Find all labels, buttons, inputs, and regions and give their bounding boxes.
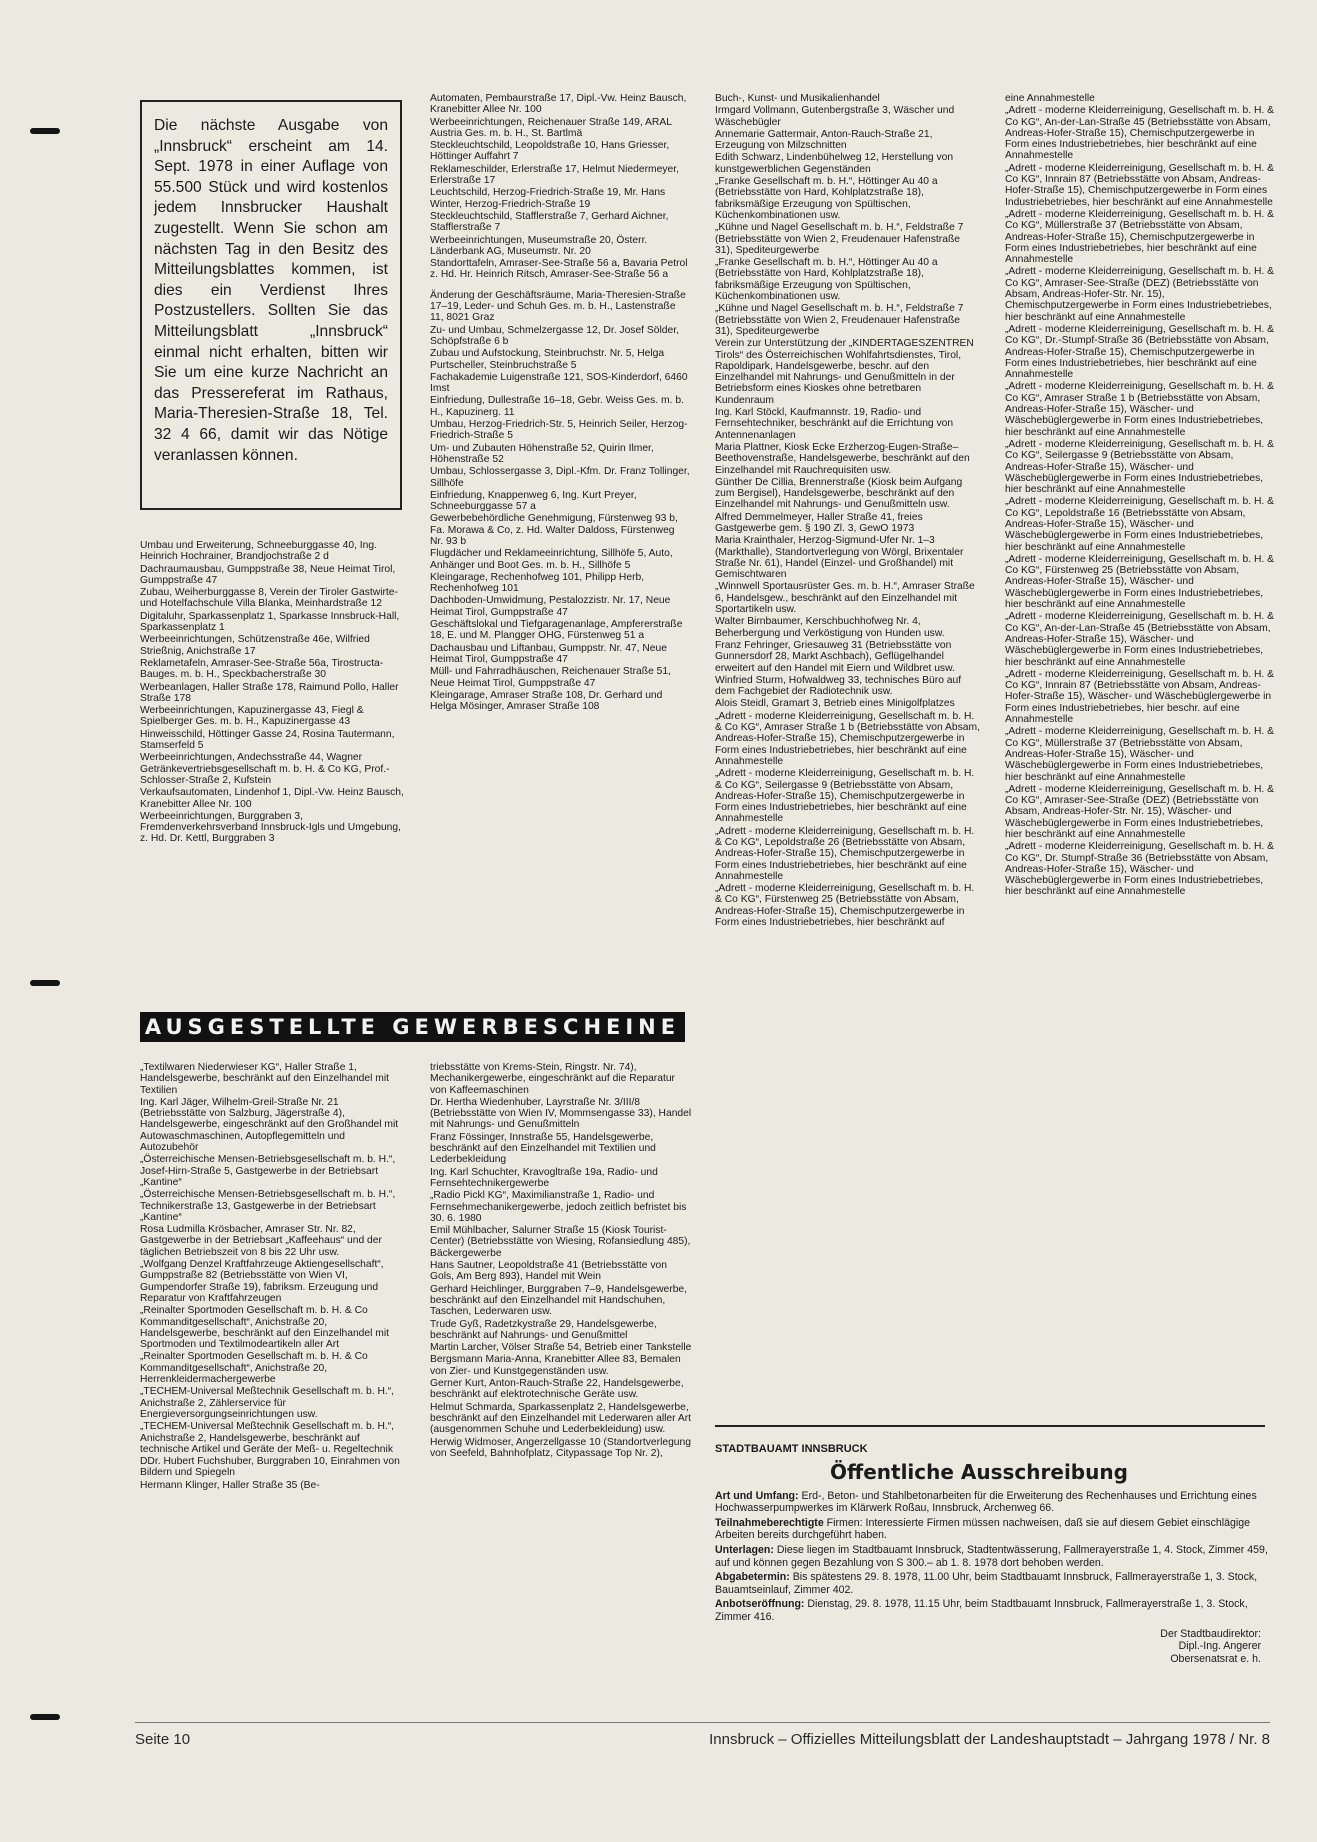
list-item: „Franke Gesellschaft m. b. H.“, Höttinger Au 40 a (Betriebsstätte von Hard, Kohlplatzstraße 18), fabriksmäßige Erzeugung von Spültischen, Küchenkombinationen usw. (715, 257, 938, 303)
tender-opening (715, 1598, 1275, 1623)
list-item: Einfriedung, Dullestraße 16–18, Gebr. Weiss Ges. m. b. H., Kapuzinerg. 11 (430, 395, 684, 418)
list-item: Verkaufsautomaten, Lindenhof 1, Dipl.-Vw. Heinz Bausch, Kranebitter Allee Nr. 100 (140, 787, 404, 810)
list-item: „Österreichische Mensen-Betriebsgesellschaft m. b. H.“, Technikerstraße 13, Gastgewerbe in der Betriebsart „Kantine“ (140, 1189, 396, 1223)
list-item: Rosa Ludmilla Krösbacher, Amraser Str. Nr. 82, Gastgewerbe in der Betriebsart „Kaffeehaus“ und der täglichen Betriebszeit von 8 bis 22 Uhr usw. (140, 1224, 382, 1258)
signature-line: Obersenatsrat e. h. (1170, 1652, 1261, 1665)
list-item: Zubau, Weiherburggasse 8, Verein der Tiroler Gastwirte- und Hotelfachschule Villa Blanka, Meinhardstraße 12 (140, 587, 398, 610)
list-item: „Adrett - moderne Kleiderreinigung, Gesellschaft m. b. H. & Co KG“, Innrain 87 (Betriebsstätte von Absam, Andreas-Hofer-Straße 15), Chemischputzergewerbe in Form eines Industriebetriebes, hier beschränkt auf eine Annahmestelle (1005, 162, 1274, 208)
list-item: Walter Birnbaumer, Kerschbuchhofweg Nr. 4, Beherbergung und Verköstigung von Hunden usw. (715, 616, 945, 639)
list-item: Umbau, Schlossergasse 3, Dipl.-Kfm. Dr. Franz Tollinger, Sillhöfe (430, 466, 690, 489)
list-item: „Adrett - moderne Kleiderreinigung, Gesellschaft m. b. H. & Co KG“, Müllerstraße 37 (Betriebsstätte von Absam, Andreas-Hofer-Straße 15), Chemischputzergewerbe in Form eines Industriebetriebes, hier beschränkt auf eine Annahmestelle (1005, 208, 1274, 266)
list-item: „Textilwaren Niederwieser KG“, Haller Straße 1, Handelsgewerbe, beschränkt auf den Einzelhandel mit Textilien (140, 1062, 389, 1096)
list-item: Reklameschilder, Erlerstraße 17, Helmut Niedermeyer, Erlerstraße 17 (430, 163, 679, 187)
list-item: „Winnwell Sportausrüster Ges. m. b. H.“, Amraser Straße 6, Handelsgew., beschränkt auf den Einzelhandel mit Sportartikeln usw. (715, 581, 975, 616)
spacer (430, 282, 690, 290)
list-item: Maria Krainthaler, Herzog-Sigmund-Ufer Nr. 1–3 (Markthalle), Standortverlegung von Wörgl, Brixentaler Straße Nr. 61), Handel (Einzel- und Großhandel) mit Gemischtwaren (715, 535, 964, 581)
list-item: „Adrett - moderne Kleiderreinigung, Gesellschaft m. b. H. & Co KG“, Innrain 87 (Betriebsstätte von Absam, Andreas-Hofer-Straße 15), Wäscher- und Wäschebüglergewerbe in Form eines Industriebetriebes, hier beschr. auf eine Annahmestelle (1005, 668, 1274, 726)
list-item: „Adrett - moderne Kleiderreinigung, Gesellschaft m. b. H. & Co KG“, Amraser-See-Straße (DEZ) (Betriebsstätte von Absam, Andreas-Hofer-Str. Nr. 15), Chemischputzergewerbe in Form eines Industriebetriebes, hier beschränkt auf eine Annahmestelle (1005, 266, 1274, 323)
list-item: „Radio Pickl KG“, Maximilianstraße 1, Radio- und Fernsehmechanikergewerbe, jedoch zeitlich befristet bis 30. 6. 1980 (430, 1190, 687, 1224)
list-item: Gerner Kurt, Anton-Rauch-Straße 22, Handelsgewerbe, beschränkt auf elektrotechnische Geräte usw. (430, 1378, 684, 1401)
list-item: „Wolfgang Denzel Kraftfahrzeuge Aktiengesellschaft“, Gumppstraße 82 (Betriebsstätte von Wien VI, Gumpendorfer Straße 19), fabriksm. Erzeugung und Reparatur von Kraftfahrzeugen (140, 1259, 384, 1304)
label: Art und Umfang: (715, 1489, 799, 1502)
public-tender-notice (715, 1443, 1275, 1665)
list-item: Winfried Sturm, Hofwaldweg 33, technisches Büro auf dem Fachgebiet der Radiotechnik usw. (715, 674, 962, 698)
tender-signature (715, 1628, 1261, 1666)
tender-documents (715, 1544, 1275, 1569)
list-item: „Adrett - moderne Kleiderreinigung, Gesellschaft m. b. H. & Co KG“, Fürstenweg 25 (Betriebsstätte von Absam, Andreas-Hofer-Straße 15), Chemischputzergewerbe in Form eines Industriebetriebes, hier beschränkt auf (715, 883, 975, 929)
value: Bis spätestens 29. 8. 1978, 11.00 Uhr, beim Stadtbauamt Innsbruck, Fallmerayerstraße 1, 3. Stock, Bauamtseinlauf, Zimmer 402. (715, 1571, 1258, 1596)
list-item: DDr. Hubert Fuchshuber, Burggraben 10, Einrahmen von Bildern und Spiegeln (140, 1456, 400, 1479)
list-item: „Adrett - moderne Kleiderreinigung, Gesellschaft m. b. H. & Co KG“, Müllerstraße 37 (Betriebsstätte von Absam, Andreas-Hofer-Straße 15), Wäscher- und Wäschebüglergewerbe in Form eines Industriebetriebes, hier beschränkt auf eine Annahmestelle (1005, 726, 1274, 783)
list-item: Bergsmann Maria-Anna, Kranebitter Allee 83, Bemalen von Zier- und Kunstgegenständen usw. (430, 1354, 681, 1377)
footer-rule (135, 1722, 1270, 1723)
list-item: Franz Fehringer, Griesauweg 31 (Betriebsstätte von Gunnersdorf 28, Markt Aschbach), Geflügelhandel erweitert auf den Handel mit Eiern und Wildbret usw. (715, 639, 955, 674)
list-item: „Franke Gesellschaft m. b. H.“, Höttinger Au 40 a (Betriebsstätte von Hard, Kohlplatzstraße 18), fabriksmäßige Erzeugung von Spültischen, Küchenkombinationen usw. (715, 176, 938, 221)
list-item: Hans Sautner, Leopoldstraße 41 (Betriebsstätte von Gols, Am Berg 893), Handel mit Wein (430, 1260, 667, 1283)
list-item: Steckleuchtschild, Leopoldstraße 10, Hans Griesser, Höttinger Auffahrt 7 (430, 140, 670, 163)
list-item: „Adrett - moderne Kleiderreinigung, Gesellschaft m. b. H. & Co KG“, Lepoldstraße 16 (Betriebsstätte von Absam, Andreas-Hofer-Straße 15), Wäscher- und Wäschebüglergewerbe in Form eines Industriebetriebes, hier beschränkt auf eine Annahmestelle (1005, 496, 1274, 553)
list-item: Werbeeinrichtungen, Reichenauer Straße 149, ARAL Austria Ges. m. b. H., St. Bartlmä (430, 116, 672, 139)
page-number: Seite 10 (135, 1731, 191, 1748)
list-item: Einfriedung, Knappenweg 6, Ing. Kurt Preyer, Schneeburggasse 57 a (430, 489, 637, 513)
list-item: Müll- und Fahrradhäuschen, Reichenauer Straße 51, Neue Heimat Tirol, Gumppstraße 47 (430, 666, 671, 689)
list-item: Herwig Widmoser, Angerzellgasse 10 (Standortverlegung von Seefeld, Bahnhofplatz, Citypassage Top Nr. 2), (430, 1436, 691, 1459)
label: Unterlagen: (715, 1543, 774, 1556)
publication-footer: Innsbruck – Offizielles Mitteilungsblatt der Landeshauptstadt – Jahrgang 1978 / Nr. 8 (709, 1731, 1270, 1748)
list-item: Trude Gyß, Radetzkystraße 29, Handelsgewerbe, beschränkt auf Nahrungs- und Genußmittel (430, 1318, 657, 1341)
list-item: Werbeeinrichtungen, Kapuzinergasse 43, Fiegl & Spielberger Ges. m. b. H., Kapuzinergasse 43 (140, 705, 364, 728)
section-banner-trade-licenses: AUSGESTELLTE GEWERBESCHEINE (140, 1012, 685, 1042)
list-item: Kleingarage, Amraser Straße 108, Dr. Gerhard und Helga Mösinger, Amraser Straße 108 (430, 689, 663, 713)
punch-hole-mark (30, 1714, 60, 1720)
value: Dienstag, 29. 8. 1978, 11.15 Uhr, beim Stadtbauamt Innsbruck, Fallmerayerstraße 1, 3. Stock, Zimmer 416. (715, 1598, 1248, 1623)
list-item: Edith Schwarz, Lindenbühelweg 12, Herstellung von kunstgewerblichen Gegenständen (715, 152, 954, 175)
punch-hole-mark (30, 980, 60, 986)
list-item: Werbeanlagen, Haller Straße 178, Raimund Pollo, Haller Straße 178 (140, 681, 399, 704)
list-item: Kleingarage, Rechenhofweg 101, Philipp Herb, Rechenhofweg 101 (430, 571, 645, 595)
list-item: Alfred Demmelmeyer, Haller Straße 41, freies Gastgewerbe gem. § 190 Zl. 3, GewO 1973 (715, 511, 923, 534)
list-item: „Adrett - moderne Kleiderreinigung, Gesellschaft m. b. H. & Co KG“, Seilergasse 9 (Betriebsstätte von Absam, Andreas-Hofer-Straße 15), Chemischputzergewerbe in Form eines Industriebetriebes, hier beschränkt auf eine Annahmestelle (715, 768, 975, 825)
list-item: „Kühne und Nagel Gesellschaft m. b. H.“, Feldstraße 7 (Betriebsstätte von Wien 2, Freudenauer Hafenstraße 31), Speditеurgewerbe (715, 222, 964, 256)
list-item: Digitaluhr, Sparkassenplatz 1, Sparkasse Innsbruck-Hall, Sparkassenplatz 1 (140, 610, 400, 634)
list-item: Flugdächer und Reklameeinrichtung, Sillhöfe 5, Auto, Anhänger und Boot Ges. m. b. H., Sillhöfe 5 (430, 548, 673, 571)
list-item: Standorttafeln, Amraser-See-Straße 56 a, Bavaria Petrol z. Hd. Hr. Heinrich Ritsch, Amraser-See-Straße 56 a (430, 258, 688, 281)
list-item: Dr. Hertha Wiedenhuber, Layrstraße Nr. 3/III/8 (Betriebsstätte von Wien IV, Mommsengasse 33), Handel mit Nahrungs- und Genußmitteln (430, 1096, 692, 1131)
list-item: „Adrett - moderne Kleiderreinigung, Gesellschaft m. b. H. & Co KG“, Fürstenweg 25 (Betriebsstätte von Absam, Andreas-Hofer-Straße 15), Wäscher- und Wäschebüglergewerbe in Form eines Industriebetriebes, hier beschränkt auf eine Annahmestelle (1005, 553, 1274, 611)
list-item: Umbau, Herzog-Friedrich-Str. 5, Heinrich Seiler, Herzog-Friedrich-Straße 5 (430, 419, 688, 442)
column-4-trade-licenses (1005, 93, 1275, 899)
list-item: Automaten, Pembaurstraße 17, Dipl.-Vw. Heinz Bausch, Kranebitter Allee Nr. 100 (430, 93, 687, 116)
list-item: „Österreichische Mensen-Betriebsgesellschaft m. b. H.“, Josef-Hirn-Straße 5, Gastgewerbe in der Betriebsart „Kantine“ (140, 1154, 396, 1188)
list-item: Ing. Karl Schuchter, Kravogltraße 19a, Radio- und Fernsehtechnikergewerbe (430, 1166, 658, 1189)
list-item: Günther De Cillia, Brennerstraße (Kiosk beim Aufgang zum Bergisel), Handelsgewerbe, beschränkt auf den Einzelhandel mit Nahrungs- und Genußmitteln usw. (715, 476, 963, 511)
list-item: Hinweisschild, Höttinger Gasse 24, Rosina Tautermann, Stamserfeld 5 (140, 728, 395, 752)
label: Teilnahmeberechtigte (715, 1516, 824, 1529)
list-item: „Adrett - moderne Kleiderreinigung, Gesellschaft m. b. H. & Co KG“, Dr. Stumpf-Straße 36 (Betriebsstätte von Absam, Andreas-Hofer-Straße 15), Wäscher- und Wäschebüglergewerbe in Form eines Industriebetriebes, hier beschränkt auf eine Annahmestelle (1005, 841, 1274, 898)
list-item: Maria Plattner, Kiosk Ecke Erzherzog-Eugen-Straße–Beethovenstraße, Handelsgewerbe, beschränkt auf den Einzelhandel mit Rauchrequisiten usw. (715, 441, 970, 476)
list-item: triebsstätte von Krems-Stein, Ringstr. Nr. 74), Mechanikergewerbe, eingeschränkt auf die Reparatur von Kaffeemaschinen (430, 1062, 675, 1096)
tender-eligibility (715, 1517, 1275, 1542)
list-item: Alois Steidl, Gramart 3, Betrieb eines Minigolfplatzes (715, 698, 955, 710)
label: Anbotseröffnung: (715, 1598, 805, 1611)
column-trade-licenses-bottom-2 (430, 1062, 692, 1460)
list-item: Änderung der Geschäftsräume, Maria-Theresien-Straße 17–19, Leder- und Schuh Ges. m. b. H., Lastenstraße 11, 8021 Graz (430, 289, 686, 324)
list-item: Werbeeinrichtungen, Andechsstraße 44, Wagner Getränkevertriebsgesellschaft m. b. H. & Co KG, Prof.-Schlosser-Straße 2, Kufstein (140, 752, 390, 786)
list-item: „Adrett - moderne Kleiderreinigung, Gesellschaft m. b. H. & Co KG“, An-der-Lan-Straße 45 (Betriebsstätte von Absam, Andreas-Hofer-Straße 15), Chemischputzergewerbe in Form eines Industriebetriebes, hier beschränkt auf eine Annahmestelle (1005, 105, 1274, 162)
list-item: „Adrett - moderne Kleiderreinigung, Gesellschaft m. b. H. & Co KG“, An-der-Lan-Straße 45 (Betriebsstätte von Absam, Andreas-Hofer-Straße 15), Wäscher- und Wäschebüglergewerbe in Form eines Industriebetriebes, hier beschränkt auf eine Annahmestelle (1005, 611, 1274, 668)
list-item: „Adrett - moderne Kleiderreinigung, Gesellschaft m. b. H. & Co KG“, Lepoldstraße 26 (Betriebsstätte von Absam, Andreas-Hofer-Straße 15), Chemischputzergewerbe in Form eines Industriebetriebes, hier beschränkt auf eine Annahmestelle (715, 825, 975, 882)
list-item: „Reinalter Sportmoden Gesellschaft m. b. H. & Co Kommanditgesellschaft“, Anichstraße 20, Herrenkleidermachergewerbe (140, 1351, 368, 1386)
list-item: Reklametafeln, Amraser-See-Straße 56a, Tirostructa-Bauges. m. b. H., Speckbacherstraße 30 (140, 657, 384, 681)
list-item: „Adrett - moderne Kleiderreinigung, Gesellschaft m. b. H. & Co KG“, Amraser Straße 1 b (Betriebsstätte von Absam, Andreas-Hofer-Straße 15), Chemischputzergewerbe in Form eines Industriebetriebes, hier beschränkt auf eine Annahmestelle (715, 710, 980, 767)
tender-scope (715, 1490, 1275, 1515)
signature-line: Dipl.-Ing. Angerer (1178, 1640, 1261, 1653)
list-item: „TECHEM-Universal Meßtechnik Gesellschaft m. b. H.“, Anichstraße 2, Handelsgewerbe, beschränkt auf technische Artikel und Geräte der Meß- u. Regeltechnik (140, 1421, 395, 1455)
list-item: Zubau und Aufstockung, Steinbruchstr. Nr. 5, Helga Purtscheller, Steinbruchstraße 5 (430, 348, 665, 371)
list-item: Leuchtschild, Herzog-Friedrich-Straße 19, Mr. Hans Winter, Herzog-Friedrich-Straße 19 (430, 187, 666, 210)
list-item: Umbau und Erweiterung, Schneeburggasse 40, Ing. Heinrich Hochrainer, Brandjochstraße 2 d (140, 540, 377, 563)
value: Erd-, Beton- und Stahlbetonarbeiten für die Erweiterung des Rechenhauses und Errichtung eines Hochwasserpumpwerkes im Klärwerk Roßau, Innsbruck, Archenweg 66. (715, 1489, 1257, 1515)
list-item: Um- und Zubauten Höhenstraße 52, Quirin Ilmer, Höhenstraße 52 (430, 442, 654, 465)
list-item: „Adrett - moderne Kleiderreinigung, Gesellschaft m. b. H. & Co KG“, Seilergasse 9 (Betriebsstätte von Absam, Andreas-Hofer-Straße 15), Wäscher- und Wäschebüglergewerbe in Form eines Industriebetriebes, hier beschränkt auf eine Annahmestelle (1005, 438, 1274, 496)
list-item: Steckleuchtschild, Stafflerstraße 7, Gerhard Aichner, Stafflerstraße 7 (430, 210, 669, 234)
list-item: Dachraumausbau, Gumppstraße 38, Neue Heimat Tirol, Gumppstraße 47 (140, 563, 396, 586)
list-item: Werbeeinrichtungen, Schützenstraße 46e, Wilfried Strießnig, Anichstraße 17 (140, 634, 370, 657)
list-item: Buch-, Kunst- und Musikalienhandel (715, 93, 880, 104)
label: Abgabetermin: (715, 1571, 790, 1584)
list-item: eine Annahmestelle (1005, 93, 1095, 104)
list-item: „Adrett - moderne Kleiderreinigung, Gesellschaft m. b. H. & Co KG“, Dr.-Stumpf-Straße 36 (Betriebsstätte von Absam, Andreas-Hofer-Straße 15), Chemischputzergewerbe in Form eines Industriebetriebes, hier beschränkt auf eine Annahmestelle (1005, 323, 1274, 381)
section-divider (715, 1425, 1265, 1427)
list-item: Geschäftslokal und Tiefgaragenanlage, Ampfererstraße 18, E. und M. Plangger OHG, Fürstenweg 51 a (430, 619, 683, 642)
list-item: Werbeeinrichtungen, Burggraben 3, Fremdenverkehrsverband Innsbruck-Igls und Umgebung, z. Hd. Dr. Kettl, Burggraben 3 (140, 810, 401, 845)
list-item: Gerhard Heichlinger, Burggraben 7–9, Handelsgewerbe, beschränkt auf den Einzelhandel mit Handschuhen, Taschen, Lederwaren usw. (430, 1283, 688, 1318)
tender-department: STADTBAUAMT INNSBRUCK (715, 1443, 868, 1455)
list-item: Helmut Schmarda, Sparkassenplatz 2, Handelsgewerbe, beschränkt auf den Einzelhandel mit Lederwaren aller Art (ausgenommen Schuhe und Lederbekleidung) usw. (430, 1401, 692, 1436)
value: Diese liegen im Stadtbauamt Innsbruck, Stadtentwässerung, Fallmerayerstraße 1, 4. Stock, Zimmer 459, auf und können gegen Bezahlung von S 300.– ab 1. 8. 1978 dort behoben werden. (715, 1543, 1268, 1569)
list-item: Gewerbebehördliche Genehmigung, Fürstenweg 93 b, Fa. Morawa & Co, z. Hd. Walter Daldoss, Fürstenweg Nr. 93 b (430, 513, 678, 547)
list-item: „Adrett - moderne Kleiderreinigung, Gesellschaft m. b. H. & Co KG“, Amraser Straße 1 b (Betriebsstätte von Absam, Andreas-Hofer-Straße 15), Wäscher- und Wäschebüglergewerbe in Form eines Industriebetriebes, hier beschränkt auf eine Annahmestelle (1005, 381, 1274, 438)
list-item: Ing. Karl Stöckl, Kaufmannstr. 19, Radio- und Fernsehtechniker, beschränkt auf die Errichtung von Antennenanlagen (715, 407, 954, 441)
list-item: Verein zur Unterstützung der „KINDERTAGESZENTREN Tirols“ des Österreichischen Wohlfahrtsdienstes, Tirol, Rapoldipark, Handelsgewerbe, beschr. auf den Einzelhandel mit Nahrungs- und Genußmitteln in der Betriebsform eines Kioskes ohne betretbaren Kundenraum (715, 338, 974, 406)
column-3-trade-licenses (715, 93, 980, 929)
list-item: Dachboden-Umwidmung, Pestalozzistr. Nr. 17, Neue Heimat Tirol, Gumppstraße 47 (430, 595, 671, 618)
list-item: Franz Fössinger, Innstraße 55, Handelsgewerbe, beschränkt auf den Einzelhandel mit Textilien und Lederbekleidung (430, 1131, 656, 1166)
list-item: „TECHEM-Universal Meßtechnik Gesellschaft m. b. H.“, Anichstraße 2, Zählerservice für Energieversorgungseinrichtungen usw. (140, 1386, 395, 1420)
list-item: Hermann Klinger, Haller Straße 35 (Be- (140, 1479, 320, 1491)
list-item: Martin Larcher, Völser Straße 54, Betrieb einer Tankstelle (430, 1342, 692, 1354)
list-item: „Reinalter Sportmoden Gesellschaft m. b. H. & Co Kommanditgesellschaft“, Anichstraße 20, Handelsgewerbe, beschränkt auf den Einzelhandel mit Sportmoden und Textilmodeartikeln aller Art (140, 1305, 389, 1351)
list-item: Annemarie Gattermair, Anton-Rauch-Straße 21, Erzeugung von Milzschnitten (715, 128, 933, 152)
tender-title: Öffentliche Ausschreibung (830, 1459, 1128, 1484)
list-item: Irmgard Vollmann, Gutenbergstraße 3, Wäscher und Wäschebügler (715, 105, 955, 128)
column-2-building-permits (430, 93, 690, 713)
next-issue-notice (140, 100, 402, 510)
list-item: „Kühne und Nagel Gesellschaft m. b. H.“, Feldstraße 7 (Betriebsstätte von Wien 2, Freudenauer Hafenstraße 31), Speditеurgewerbe (715, 303, 964, 337)
notice-text: Die nächste Ausgabe von „Innsbruck“ erscheint am 14. Sept. 1978 in einer Auflage von 55.500 Stück und wird kostenlos jedem Innsbrucker Haushalt zugestellt. Wenn Sie schon am nächsten Tag in den Besitz des Mitteilungsblattes kommen, ist dies ein Verdienst Ihres Postzustellers. Sollten Sie das Mitteilungsblatt „Innsbruck“ einmal nicht erhalten, bitten wir Sie um eine kurze Nachricht an das Pressereferat im Rathaus, Maria-Theresien-Straße 18, Tel. 32 4 66, damit wir das Nötige veranlassen können. (154, 117, 388, 464)
tender-deadline (715, 1571, 1275, 1596)
punch-hole-mark (30, 128, 60, 134)
list-item: Fachakademie Luigenstraße 121, SOS-Kinderdorf, 6460 Imst (430, 371, 688, 395)
column-trade-licenses-bottom-1 (140, 1062, 405, 1492)
list-item: Emil Mühlbacher, Salurner Straße 15 (Kiosk Tourist-Center) (Betriebsstätte von Wiesing, Rofansiedlung 485), Bäckergewerbe (430, 1225, 691, 1259)
list-item: Ing. Karl Jäger, Wilhelm-Greil-Straße Nr. 21 (Betriebsstätte von Salzburg, Jägerstraße 4), Handelsgewerbe, eingeschränkt auf den Großhandel mit Autowaschmaschinen, Autopflegemitteln und Autozubehör (140, 1096, 399, 1154)
value: Firmen: Interessierte Firmen müssen nachweisen, daß sie auf diesem Gebiet einschlägige Arbeiten bereits durchgeführt haben. (715, 1516, 1251, 1542)
signature-line: Der Stadtbaudirektor: (1160, 1627, 1261, 1640)
list-item: Werbeeinrichtungen, Museumstraße 20, Österr. Länderbank AG, Museumstr. Nr. 20 (430, 234, 648, 257)
column-1-building-permits (140, 540, 405, 846)
list-item: Dachausbau und Liftanbau, Gumppstr. Nr. 47, Neue Heimat Tirol, Gumppstraße 47 (430, 642, 667, 665)
list-item: Zu- und Umbau, Schmelzergasse 12, Dr. Josef Sölder, Schöpfstraße 6 b (430, 324, 679, 347)
list-item: „Adrett - moderne Kleiderreinigung, Gesellschaft m. b. H. & Co KG“, Amraser-See-Straße (DEZ) (Betriebsstätte von Absam, Andreas-Hofer-Str. Nr. 15), Wäscher- und Wäschebüglergewerbe in Form eines Industriebetriebes, hier beschränkt auf eine Annahmestelle (1005, 783, 1274, 840)
